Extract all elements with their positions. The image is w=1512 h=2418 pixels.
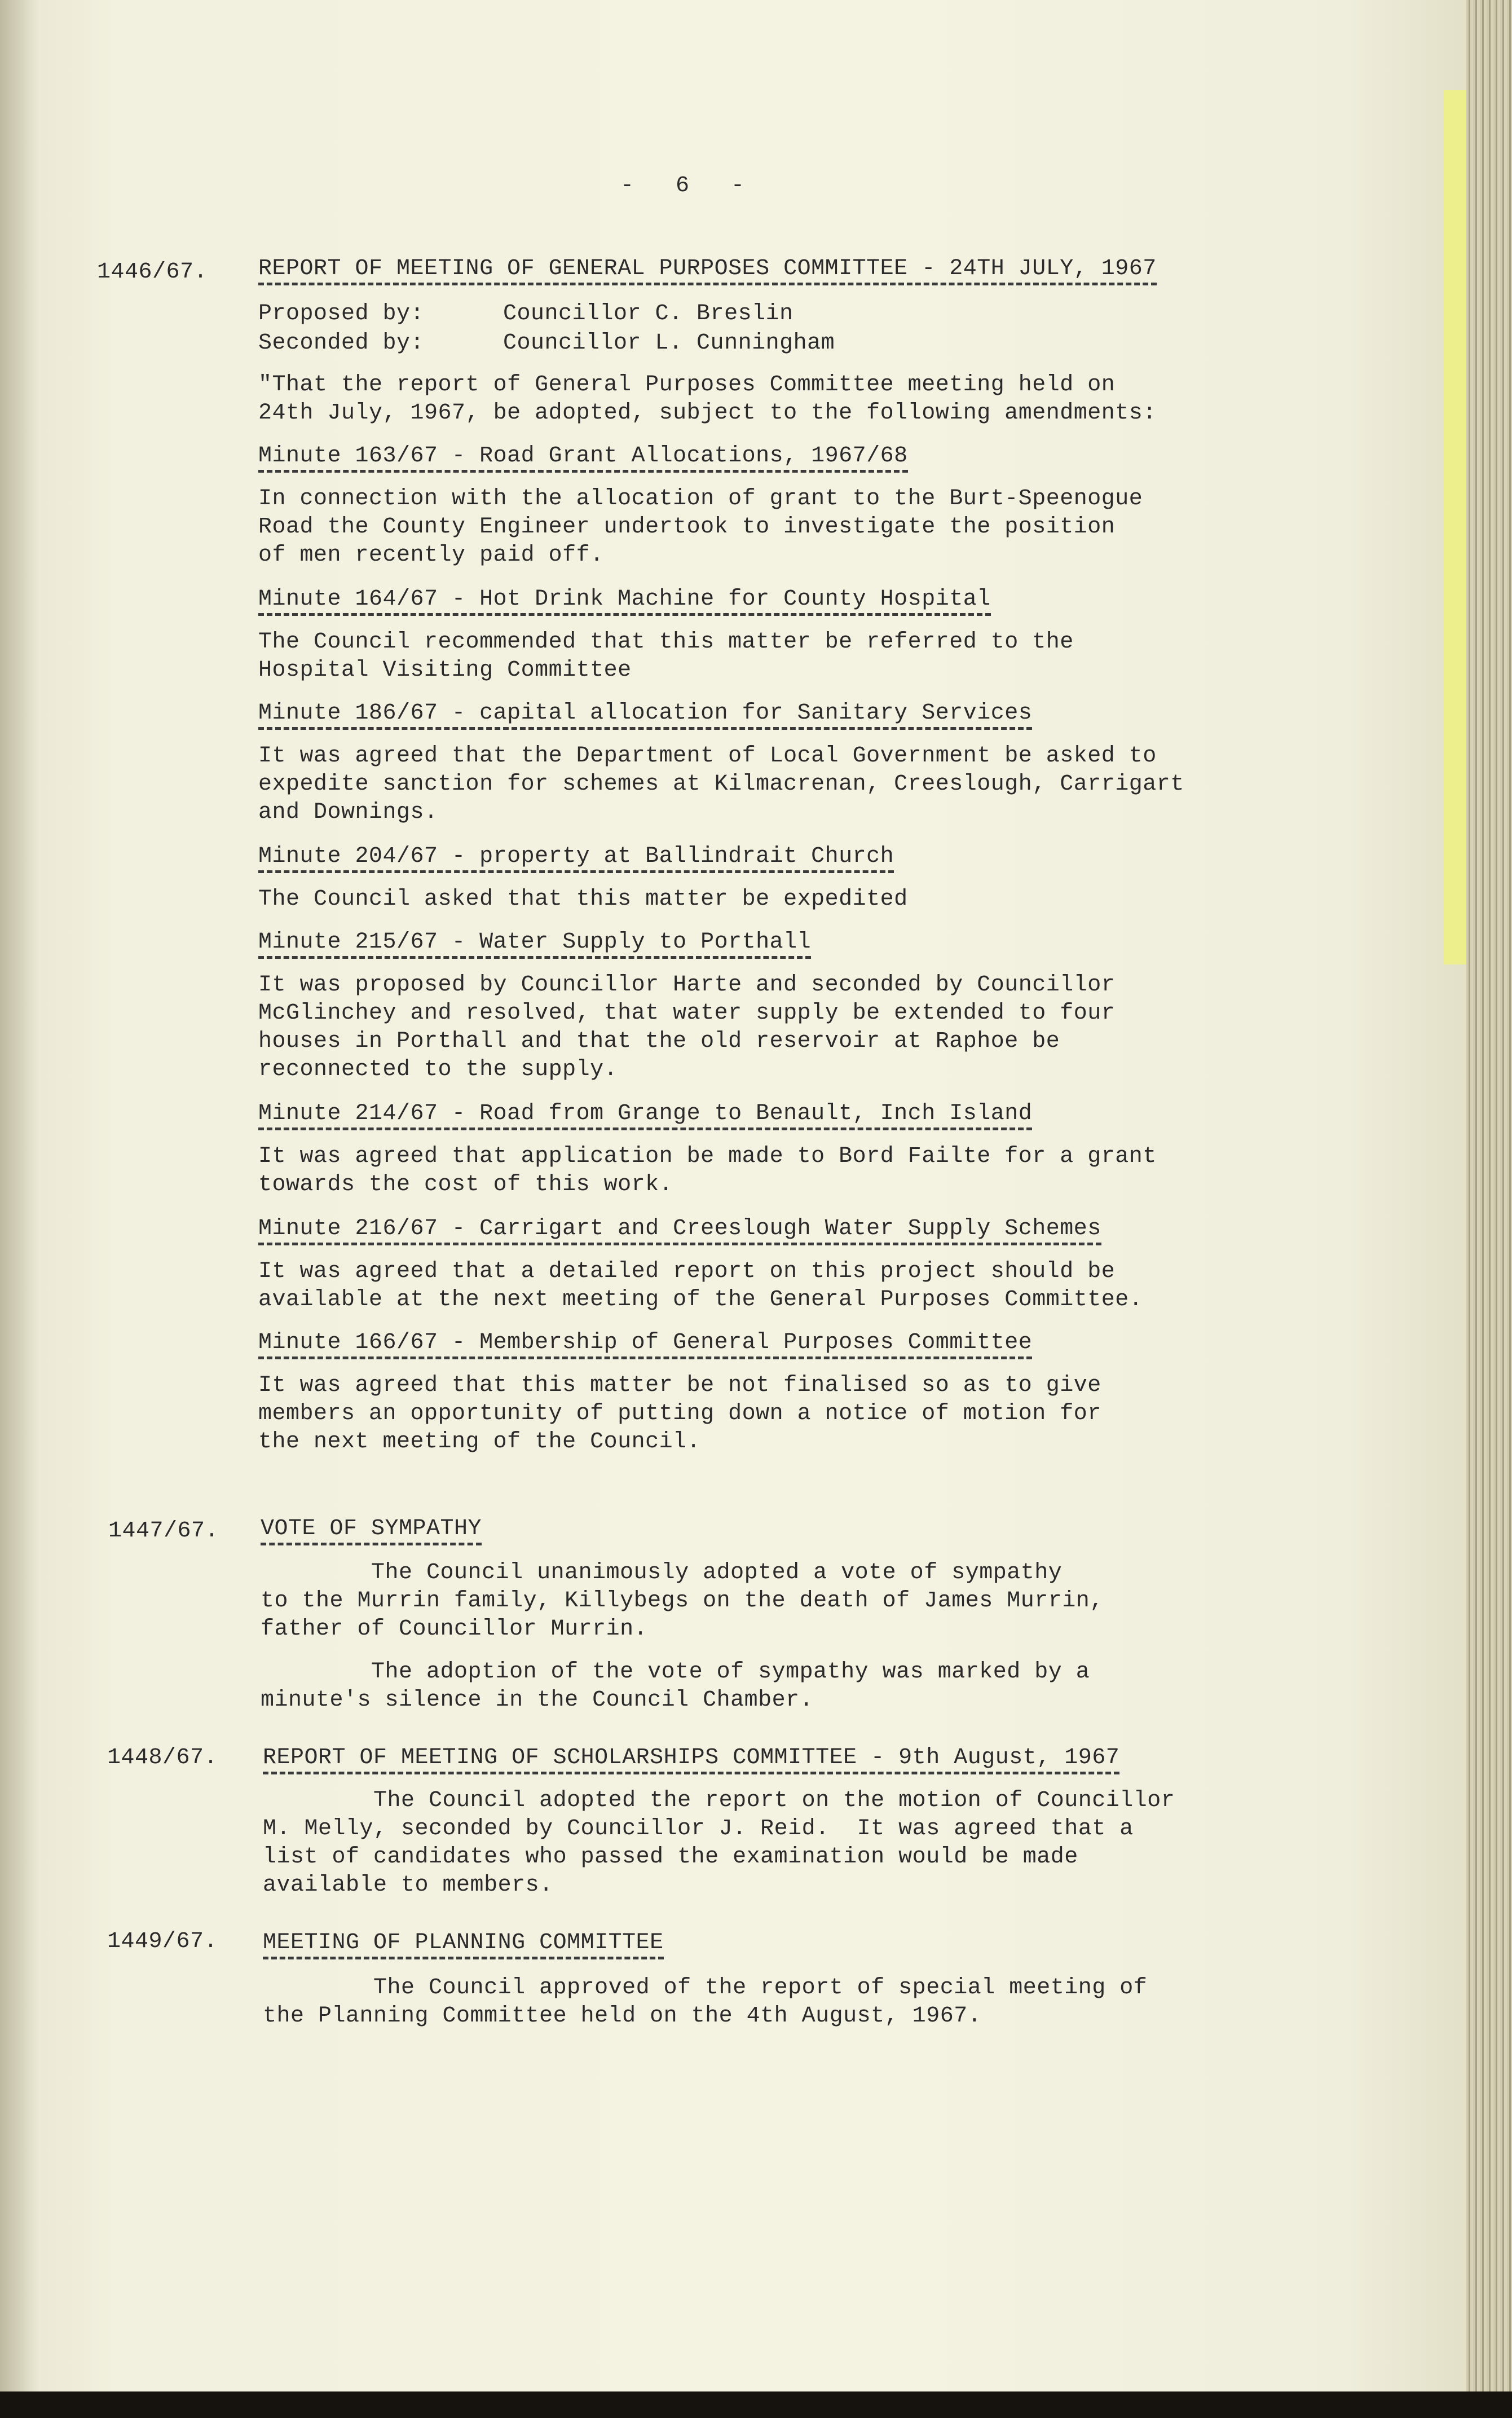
entry-number-1448: 1448/67. bbox=[107, 1745, 218, 1770]
minute-title: Minute 186/67 - capital allocation for Sanitary Services bbox=[258, 699, 1032, 728]
minute-title: Minute 215/67 - Water Supply to Porthall bbox=[258, 928, 811, 957]
planning-paragraph: The Council approved of the report of special meeting of the Planning Committee held on the 4th August, 1967. bbox=[263, 1975, 1148, 2029]
scholarships-paragraph: The Council adopted the report on the motion of Councillor M. Melly, seconded by Councillor J. Reid. It was agreed that a list of candidates who passed the examination would be made available to members. bbox=[263, 1788, 1175, 1898]
seconded-by-label: Seconded by: bbox=[258, 331, 425, 356]
entry-heading-1449: MEETING OF PLANNING COMMITTEE bbox=[263, 1929, 664, 1957]
minute-body: The Council recommended that this matter be referred to the Hospital Visiting Committee bbox=[258, 629, 1074, 683]
proposed-by-value: Councillor C. Breslin bbox=[503, 301, 794, 327]
minute-body: It was agreed that application be made to Bord Failte for a grant towards the cost of this work. bbox=[258, 1144, 1157, 1197]
seconded-by-value: Councillor L. Cunningham bbox=[503, 331, 835, 356]
minute-body: It was proposed by Councillor Harte and seconded by Councillor McGlinchey and resolved, that water supply be extended to four houses in Porthall and that the old reservoir at Raphoe be reconnected to the supply. bbox=[258, 972, 1116, 1082]
minute-title: Minute 214/67 - Road from Grange to Benault, Inch Island bbox=[258, 1100, 1032, 1128]
resolution-intro: "That the report of General Purposes Committee meeting held on 24th July, 1967, be adopted, subject to the following amendments: bbox=[258, 372, 1157, 426]
entry-number-1449: 1449/67. bbox=[107, 1929, 218, 1954]
minute-body: The Council asked that this matter be expedited bbox=[258, 887, 908, 912]
page-number: - 6 - bbox=[620, 173, 745, 199]
minute-body: In connection with the allocation of grant to the Burt-Speenogue Road the County Engineer undertook to investigate the position of men recently paid off. bbox=[258, 486, 1143, 568]
entry-heading-1448: REPORT OF MEETING OF SCHOLARSHIPS COMMITTEE - 9th August, 1967 bbox=[263, 1744, 1119, 1772]
entry-heading-1446: REPORT OF MEETING OF GENERAL PURPOSES COMMITTEE - 24TH JULY, 1967 bbox=[258, 255, 1157, 283]
sympathy-paragraph-2: The adoption of the vote of sympathy was marked by a minute's silence in the Council Chamber. bbox=[261, 1659, 1090, 1713]
proposed-by-label: Proposed by: bbox=[258, 301, 425, 327]
minute-title: Minute 163/67 - Road Grant Allocations, 1967/68 bbox=[258, 442, 908, 470]
entry-heading-1447: VOTE OF SYMPATHY bbox=[261, 1515, 482, 1543]
yellow-page-tab bbox=[1444, 90, 1466, 964]
minute-title: Minute 204/67 - property at Ballindrait Church bbox=[258, 843, 894, 871]
entry-number-1446: 1446/67. bbox=[97, 259, 208, 285]
minute-title: Minute 166/67 - Membership of General Purposes Committee bbox=[258, 1329, 1032, 1357]
minute-body: It was agreed that a detailed report on this project should be available at the next meeting of the General Purposes Committee. bbox=[258, 1259, 1143, 1312]
scan-border bbox=[0, 2391, 1512, 2418]
minute-body: It was agreed that this matter be not finalised so as to give members an opportunity of putting down a notice of motion for the next meeting of the Council. bbox=[258, 1373, 1101, 1455]
minute-title: Minute 164/67 - Hot Drink Machine for County Hospital bbox=[258, 585, 991, 614]
book-page-edges bbox=[1466, 0, 1512, 2418]
entry-number-1447: 1447/67. bbox=[108, 1518, 219, 1544]
minute-title: Minute 216/67 - Carrigart and Creeslough Water Supply Schemes bbox=[258, 1215, 1101, 1243]
minute-body: It was agreed that the Department of Local Government be asked to expedite sanction for schemes at Kilmacrenan, Creeslough, Carrigart and Downings. bbox=[258, 743, 1184, 825]
binding-shadow bbox=[0, 0, 39, 2418]
sympathy-paragraph-1: The Council unanimously adopted a vote of sympathy to the Murrin family, Killybegs on the death of James Murrin, father of Councillor Murrin. bbox=[261, 1560, 1104, 1642]
